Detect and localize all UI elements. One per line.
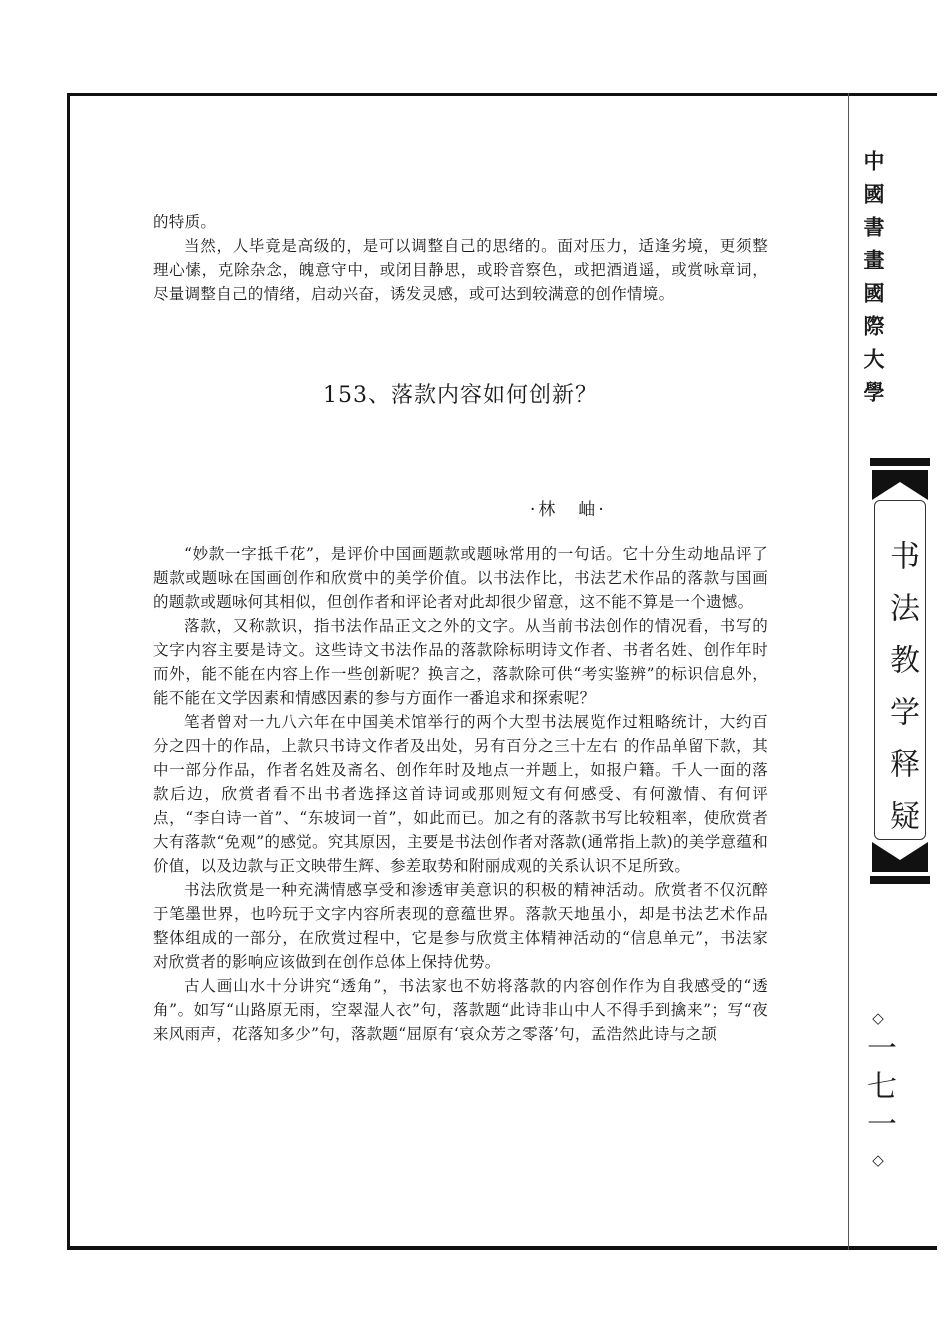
diamond-icon: ◇ xyxy=(872,1151,884,1169)
article-paragraph-3: 笔者曾对一九八六年在中国美术馆举行的两个大型书法展览作过粗略统计，大约百分之四十的作品，上款只书诗文作者及出处，另有百分之三十左右 的作品单留下款，其中一部分作品，作者名姓及斋名、创作年时及地点一并题上，如报户籍。千人一面的落款后边，欣赏者看不出书者选择这首诗词或那则短文有何感受、有何激情、有何评点，“李白诗一首”、“东坡词一首”，如此而已。加之有的落款书写比较粗率，使欣赏者大有落款“免观”的感觉。究其原因，主要是书法创作者对落款(通常指上款)的美学意蕴和价值，以及边款与正文映带生辉、参差取势和附丽成观的关系认识不足所致。 xyxy=(153,713,768,875)
page-number-block xyxy=(858,1010,898,1168)
article-body xyxy=(153,542,768,1046)
continued-text xyxy=(153,210,768,306)
article-paragraph-2: 落款，又称款识，指书法作品正文之外的文字。从当前书法创作的情况看，书写的文字内容主要是诗文。这些诗文书法作品的落款除标明诗文作者、书者名姓、创作年时而外，能不能在内容上作一些创新呢？换言之，落款除可供“考实鉴辨”的标识信息外，能不能在文学因素和情感因素的参与方面作一番追求和探索呢？ xyxy=(153,617,768,707)
article-paragraph-5: 古人画山水十分讲究“透角”，书法家也不妨将落款的内容创作作为自我感受的“透角”。如写“山路原无雨，空翠湿人衣”句，落款题“此诗非山中人不得手到擒来”；写“夜来风雨声，花落知多少”句，落款题“屈原有‘哀众芳之零落’句，孟浩然此诗与之颉 xyxy=(153,977,768,1043)
continued-paragraph-1: 的特质。 xyxy=(153,213,217,231)
university-name: 中國書畫國際大學 xyxy=(861,150,885,414)
diamond-icon: ◇ xyxy=(872,1009,884,1027)
article-title: 153、落款内容如何创新？ xyxy=(323,383,598,408)
book-title: 书法教学释疑 xyxy=(884,540,919,852)
page-number: 一七一 xyxy=(861,1032,896,1146)
article-author: ·林 岫· xyxy=(530,500,607,520)
article-paragraph-1: “妙款一字抵千花”，是评价中国画题款或题咏常用的一句话。它十分生动地品评了题款或题咏在国画创作和欣赏中的美学价值。以书法作比，书法艺术作品的落款与国画的题款或题咏何其相似，但创作者和评论者对此却很少留意，这不能不算是一个遗憾。 xyxy=(153,545,768,611)
top-bar xyxy=(870,458,930,466)
continued-paragraph-2: 当然，人毕竟是高级的，是可以调整自己的思绪的。面对压力，适逢劣境，更须整理心愫，克除杂念，魄意守中，或闭目静思，或聆音察色，或把酒逍遥，或赏咏章词，尽量调整自己的情绪，启动兴奋，诱发灵感，或可达到较满意的创作情境。 xyxy=(153,237,768,303)
bottom-bar xyxy=(870,876,930,884)
article-paragraph-4: 书法欣赏是一种充满情感享受和渗透审美意识的积极的精神活动。欣赏者不仅沉醉于笔墨世界，也吟玩于文字内容所表现的意蕴世界。落款天地虽小，却是书法艺术作品整体组成的一部分，在欣赏过程中，它是参与欣赏主体精神活动的“信息单元”，书法家对欣赏者的影响应该做到在创作总体上保持优势。 xyxy=(153,881,768,971)
sidebar-divider xyxy=(848,93,849,1250)
